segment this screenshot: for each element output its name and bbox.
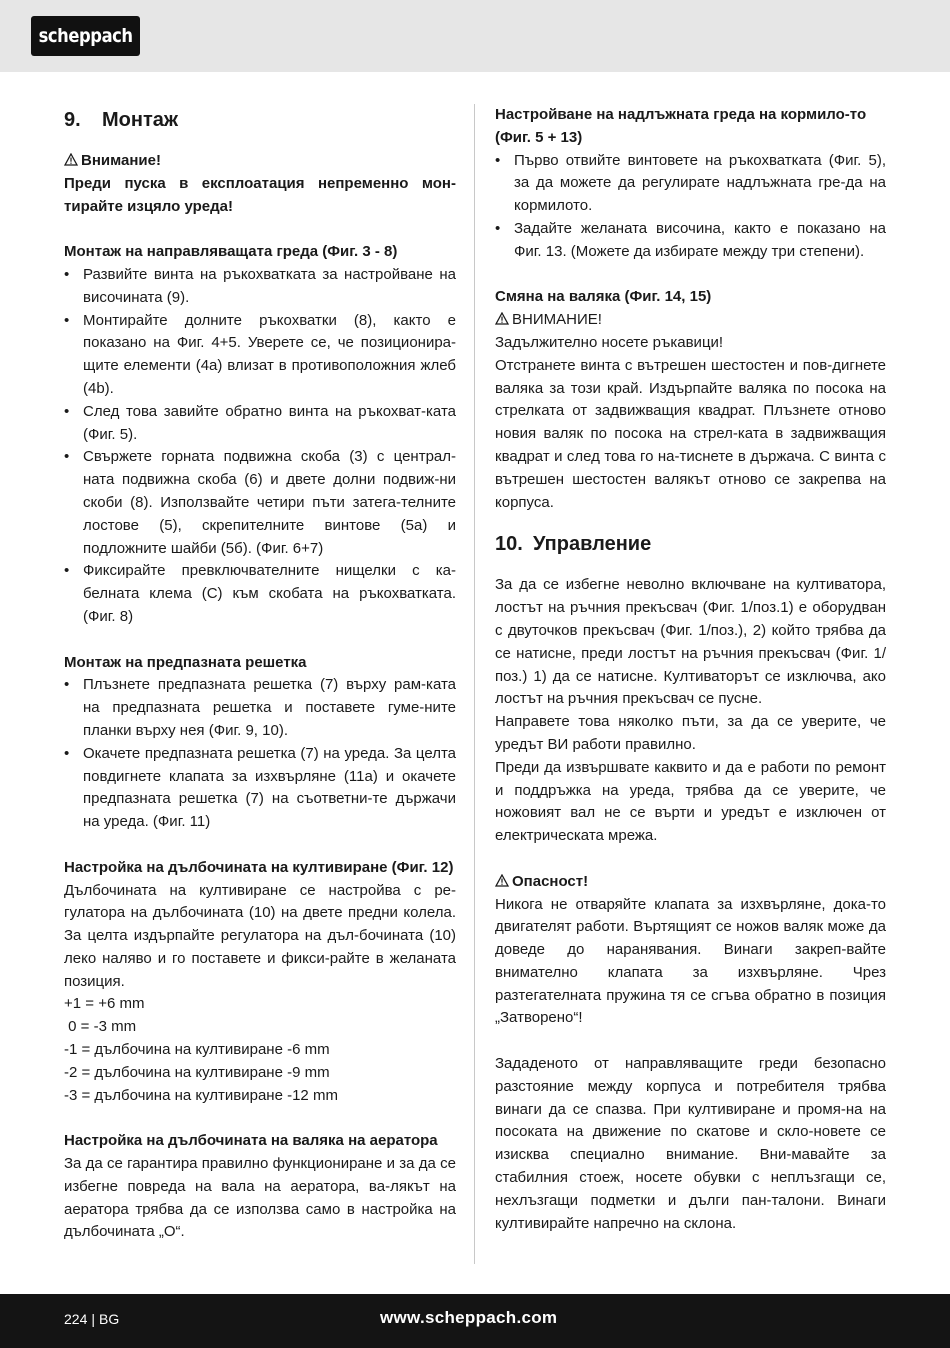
- handle-heading: Настройване на надлъжната греда на кормило-то (Фиг. 5 + 13): [495, 106, 867, 146]
- depth-value: +1 = +6 mm: [64, 995, 145, 1013]
- language-code: BG: [99, 1311, 120, 1327]
- guide-beam-heading: Монтаж на направляващата греда (Фиг. 3 - 8): [64, 243, 398, 261]
- list-item: • Монтирайте долните ръкохватки (8), както е показано на Фиг. 4+5. Уверете се, че позиционира-щите елементи (4a) влизат в противоположния жлеб (4b).: [64, 311, 456, 397]
- guard-list: [64, 674, 456, 834]
- list-item: • Окачете предпазната решетка (7) на уреда. За целта повдигнете клапата за изхвърляне (11a) и окачете предпазната решетка (7) на съответни-те държачи на уреда. (Фиг. 11): [64, 744, 456, 831]
- operation-paragraph-2: Направете това няколко пъти, за да се уверите, че уредът ВИ работи правилно.: [495, 713, 886, 753]
- section-title-text: Управление: [533, 533, 652, 556]
- list-item: • Свържете горната подвижна скоба (3) с централ-ната подвижна скоба (6) и двете долни подвиж-ни скоби (8). Използвайте четири пъти затега-телните лостове (5), скрепителните винтове (5a) и подложните шайби (5б). (Фиг. 6+7): [64, 448, 456, 557]
- depth-value: -1 = дълбочина на култивиране -6 mm: [64, 1041, 330, 1059]
- section-number: 9.: [64, 109, 81, 131]
- aerator-text: За да се гарантира правилно функциониране и за да се избегне повреда на вала на аератора, ва-лякът на аератора трябва да се използва само в настройка на дълбочината „O“.: [64, 1155, 456, 1241]
- column-divider: [474, 104, 475, 1264]
- guide-beam-list: [64, 264, 456, 629]
- roller-warning: [495, 309, 886, 332]
- roller-warning-text: ВНИМАНИЕ!: [512, 311, 602, 329]
- list-item: • Първо отвийте винтовете на ръкохватката (Фиг. 5), за да можете да регулирате надлъжната гре-да на кормилото.: [495, 151, 886, 215]
- list-item: • Фиксирайте превключвателните нищелки с ка-белната клема (C) към скобата на ръкохватката. (Фиг. 8): [64, 562, 456, 625]
- list-item: • Плъзнете предпазната решетка (7) върху рам-ката на предпазната решетка и поставете гуме-ните планки върху нея (Фиг. 9, 10).: [64, 676, 456, 739]
- danger-title-text: Опасност!: [512, 872, 589, 890]
- safety-text: Зададеното от направляващите греди безопасно разстояние между корпуса и потребителя трябва винаги да се спазва. При култивиране и промя-на на посоката на движение по скатове и скло-новете се изисква специално внимание. Вни-мавайте за стабилния стоеж, носете обувки с неплъзгащи се, нехлъзгащи подметки и дълги пан-талони. Винаги култивирайте напречно на склона.: [495, 1055, 886, 1232]
- depth-text: Дълбочината на култивиране се настройва с ре-гулатора на дълбочината (10) на двете предни колела. За целта издърпайте регулатора на дъл-бочината (10) леко наляво и го поставете и фикси-райте в желаната позиция.: [64, 881, 456, 990]
- attention-title-text: Внимание!: [81, 152, 161, 169]
- list-item: • Задайте желаната височина, както е показано на Фиг. 13. (Можете да избирате между три степени).: [495, 219, 886, 260]
- operation-paragraph-1: За да се избегне неволно включване на култиватора, лостът на ръчния прекъсвач (Фиг. 1/поз.1) е оборудван с двуточков прекъсвач (Фиг. 1/поз.), 2) който трябва да се натисне, преди лостът на ръчния прекъсвач (Фиг. 1/поз.) 1) да се натисне. Култиваторът се изключва, ако лостът на ръчния прекъсвач се пусне.: [495, 576, 886, 708]
- logo-text: scheppach: [38, 25, 133, 47]
- depth-heading: Настройка на дълбочината на култивиране (Фиг. 12): [64, 858, 454, 876]
- list-item: • След това завийте обратно винта на ръкохват-ката (Фиг. 5).: [64, 402, 456, 443]
- section-number: 10.: [495, 533, 523, 556]
- aerator-heading: Настройка на дълбочината на валяка на аератора: [64, 1132, 438, 1150]
- section-title-text: Монтаж: [102, 109, 179, 131]
- section-title-assembly: [64, 106, 456, 134]
- page-number: 224 | BG: [64, 1311, 120, 1327]
- depth-value: -2 = дълбочина на култивиране -9 mm: [64, 1063, 330, 1081]
- depth-value: -3 = дълбочина на култивиране -12 mm: [64, 1086, 338, 1104]
- handle-list: [495, 150, 886, 264]
- left-column: [64, 104, 456, 1244]
- roller-gloves: Задължително носете ръкавици!: [495, 333, 724, 351]
- roller-heading: Смяна на валяка (Фиг. 14, 15): [495, 288, 712, 306]
- page-number-value: 224: [64, 1311, 88, 1327]
- section-title-operation: [495, 530, 886, 558]
- header-band: [0, 0, 950, 72]
- warning-triangle-icon: [495, 312, 509, 325]
- operation-paragraph-3: Преди да извършвате каквито и да е работи по ремонт и поддръжка на уреда, трябва да се уверите, че ножовият вал не се върти и уредът е изключен от електрическата мрежа.: [495, 758, 886, 845]
- warning-triangle-icon: [64, 153, 78, 166]
- list-item: • Развийте винта на ръкохватката за настройване на височината (9).: [64, 265, 456, 306]
- danger-text: Никога не отваряйте клапата за изхвърляне, дока-то двигателят работи. Въртящият се ножов валяк може да доведе до наранявания. Винаги закреп-вайте внимателно клапата за изхвърляне. Чрез разтегателната пружина тя се сгъва обратно в позиция „Затворено“!: [495, 895, 886, 1027]
- depth-value: 0 = -3 mm: [64, 1018, 137, 1036]
- attention-line-2: тирайте изцяло уреда!: [64, 197, 233, 215]
- right-column: [495, 104, 886, 1235]
- guard-heading: Монтаж на предпазната решетка: [64, 653, 307, 671]
- scheppach-logo: [31, 16, 140, 56]
- attention-line-1: Преди пуска в експлоатация непременно мон-: [64, 174, 456, 192]
- attention-title: [64, 150, 456, 173]
- danger-title: [495, 871, 886, 894]
- roller-text: Отстранете винта с вътрешен шестостен и пов-дигнете валяка за този край. Издърпайте валяка по посока на стрелката от задвижващия квадрат. Плъзнете отново новия валяк по посока на стрел-ката в задвижващия квадрат и след това го на-тиснете в държача. С винта с вътрешен шестостен валякът отново се закрепва на корпуса.: [495, 356, 886, 511]
- website-link[interactable]: www.scheppach.com: [380, 1308, 558, 1327]
- warning-triangle-icon: [495, 874, 509, 887]
